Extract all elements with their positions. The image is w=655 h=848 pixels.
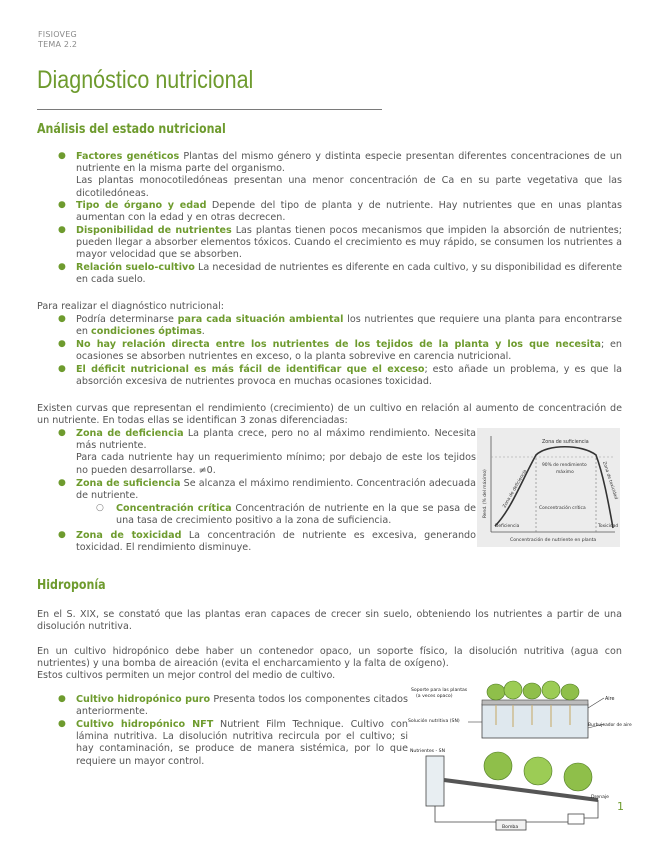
label-burbujeador: Burbujeador de aire bbox=[588, 723, 632, 728]
list-item bbox=[58, 225, 622, 262]
item-text: Podría determinarse bbox=[76, 314, 178, 325]
list-item bbox=[58, 151, 622, 200]
paragraph-hidro-1: En el S. XIX, se constató que las plantas eran capaces de crecer sin suelo, obteniendo los nutrientes a partir de una disolución nutritiva. bbox=[37, 609, 622, 633]
item-text: Nutrient Film Technique. Cultivo con lámina nutritiva. La disolución nutritiva recircula por el cultivo; si hay contaminación, se produce de manera sistémica, por lo que requiere un mayor control. bbox=[76, 719, 408, 767]
list-item bbox=[58, 339, 622, 363]
label-solucion: Solución nutritiva (SN) bbox=[408, 719, 460, 724]
label-max-rend-2: máximo bbox=[556, 470, 574, 475]
item-term: Tipo de órgano y edad bbox=[76, 200, 207, 211]
item-term: condiciones óptimas bbox=[91, 326, 202, 338]
item-text: los nutrientes que requiere una planta para encontrarse en bbox=[76, 314, 622, 338]
bullet-icon: ● bbox=[58, 364, 66, 374]
label-bomba: Bomba bbox=[502, 825, 519, 830]
label-deficiencia: Deficiencia bbox=[495, 524, 520, 529]
title-underline bbox=[37, 109, 382, 110]
item-text: Plantas del mismo género y distinta especie presentan diferentes concentraciones de un nutriente en la misma parte del organismo. bbox=[76, 151, 622, 175]
bullet-icon: ● bbox=[58, 719, 66, 729]
item-text: La concentración de nutriente es excesiva, generando toxicidad. El rendimiento disminuye. bbox=[76, 530, 476, 554]
list-item bbox=[58, 200, 622, 224]
label-x-axis: Concentración de nutriente en planta bbox=[510, 538, 597, 543]
bullet-icon: ● bbox=[58, 530, 66, 540]
list-item bbox=[58, 530, 476, 554]
list-item bbox=[58, 694, 408, 718]
item-term: para cada situación ambiental bbox=[177, 314, 344, 325]
drain-tank bbox=[568, 814, 584, 824]
item-term: Relación suelo-cultivo bbox=[76, 262, 195, 273]
label-soporte-2: (a veces opaco) bbox=[416, 694, 453, 699]
hydroponics-figure bbox=[408, 680, 632, 838]
label-aire: Aire bbox=[605, 697, 615, 702]
item-term: Cultivo hidropónico puro bbox=[76, 694, 211, 705]
item-term: No hay relación directa entre los nutrientes de los tejidos de la planta y los que necesita bbox=[76, 339, 601, 350]
label-zona-suficiencia: Zona de suficiencia bbox=[542, 440, 589, 445]
label-zona-toxicidad: Zona de toxicidad bbox=[601, 461, 619, 501]
list-item bbox=[58, 478, 476, 502]
return-pipe bbox=[435, 806, 568, 822]
item-term: Zona de deficiencia bbox=[76, 428, 184, 439]
item-term: Cultivo hidropónico NFT bbox=[76, 719, 214, 730]
page-title: Diagnóstico nutricional bbox=[37, 66, 254, 94]
list-item bbox=[58, 364, 622, 388]
label-nutrientes: Nutrientes - SN bbox=[410, 749, 446, 754]
paragraph-intro: Para realizar el diagnóstico nutricional: bbox=[37, 301, 224, 312]
item-text: ; esto añade un problema, y es que la absorción excesiva de nutrientes provoca en muchas ocasiones toxicidad. bbox=[76, 364, 622, 388]
topic-code: TEMA 2.2 bbox=[38, 40, 78, 49]
section-heading-hidroponia: Hidroponía bbox=[37, 578, 106, 593]
paragraph-hidro-2: En un cultivo hidropónico debe haber un contenedor opaco, un soporte físico, la disolución nutritiva (agua con nutrientes) y una bomba de aireación (evita el encharcamiento y la falta de oxígeno). bbox=[37, 646, 622, 670]
label-drenaje: Drenaje bbox=[591, 795, 609, 800]
bullet-icon: ● bbox=[58, 262, 66, 272]
label-conc-critica: Concentración crítica bbox=[539, 506, 586, 511]
item-text: . bbox=[201, 326, 205, 338]
figure-background bbox=[477, 428, 620, 547]
item-term: Disponibilidad de nutrientes bbox=[76, 225, 232, 236]
label-y-axis: Rend. (% del máximo) bbox=[483, 469, 488, 518]
item-term: Zona de suficiencia bbox=[76, 478, 181, 489]
bullet-icon: ● bbox=[58, 339, 66, 349]
label-soporte-1: Soporte para las plantas bbox=[411, 688, 468, 693]
item-text: ; en ocasiones se absorben nutrientes en exceso, o la planta sobrevive en carencia nutricional. bbox=[76, 339, 622, 363]
list-item bbox=[58, 428, 476, 477]
paragraph-curves: Existen curvas que representan el rendimiento (crecimiento) de un cultivo en relación al aumento de concentración de un nutriente. En todas ellas se identifican 3 zonas diferenciadas: bbox=[37, 403, 622, 427]
label-zona-deficiencia: Zona de deficiencia bbox=[502, 469, 529, 509]
item-text: La necesidad de nutrientes es diferente en cada cultivo, y su disponibilidad es diferente en cada suelo. bbox=[76, 262, 622, 286]
list-item bbox=[58, 314, 622, 338]
section-heading-analisis: Análisis del estado nutricional bbox=[37, 122, 226, 137]
upper-tank bbox=[482, 704, 588, 738]
bullet-icon: ● bbox=[58, 225, 66, 235]
course-code: FISIOVEG bbox=[38, 30, 77, 39]
plant-support bbox=[482, 700, 588, 705]
item-text: Concentración de nutriente en la que se pasa de una tasa de crecimiento positivo a la zona de suficiencia. bbox=[116, 503, 476, 527]
item-text: Se alcanza el máximo rendimiento. Concentración adecuada de nutriente. bbox=[76, 478, 476, 502]
bullet-icon: ● bbox=[58, 200, 66, 210]
sub-list-item bbox=[96, 503, 476, 527]
bullet-icon: ● bbox=[58, 151, 66, 161]
paragraph-hidro-3: Estos cultivos permiten un mejor control del medio de cultivo. bbox=[37, 670, 336, 681]
label-max-rend-1: 90% de rendimiento bbox=[542, 463, 587, 468]
item-text: Las plantas tienen pocos mecanismos que impiden la absorción de nutrientes; pueden llegar a absorber elementos tóxicos. Cuando el crecimiento es muy rápido, se consumen los nutrientes a mayor velocidad que se absorben. bbox=[76, 225, 622, 261]
yield-curve-figure bbox=[477, 428, 620, 547]
item-term: Concentración crítica bbox=[116, 503, 232, 514]
label-toxicidad: Toxicidad bbox=[598, 524, 619, 529]
list-item bbox=[58, 719, 408, 768]
item-text: Presenta todos los componentes citados anteriormente. bbox=[76, 694, 408, 718]
plant-icon bbox=[484, 752, 592, 791]
nutrient-reservoir bbox=[426, 756, 444, 806]
item-extra: Para cada nutriente hay un requerimiento mínimo; por debajo de este los tejidos no pueden desarrollarse. ≠0. bbox=[76, 452, 476, 476]
air-pointer bbox=[588, 698, 604, 708]
page-number: 1 bbox=[617, 800, 624, 813]
list-item bbox=[58, 262, 622, 286]
bullet-icon: ● bbox=[58, 694, 66, 704]
item-term: El déficit nutricional es más fácil de identificar que el exceso bbox=[76, 364, 425, 375]
item-extra: Las plantas monocotiledóneas presentan una menor concentración de Ca en su parte vegetativa que las dicotiledóneas. bbox=[76, 175, 622, 199]
course-header bbox=[38, 30, 77, 50]
item-text: Depende del tipo de planta y de nutriente. Hay nutrientes que en unas plantas aumentan con la edad y en otras decrecen. bbox=[76, 200, 622, 224]
item-text: La planta crece, pero no al máximo rendimiento. Necesita más nutriente. bbox=[76, 428, 477, 452]
bullet-icon: ● bbox=[58, 478, 66, 488]
item-term: Factores genéticos bbox=[76, 151, 180, 162]
bullet-icon: ● bbox=[58, 428, 66, 438]
ring-bullet-icon: ○ bbox=[96, 503, 104, 513]
item-term: Zona de toxicidad bbox=[76, 530, 182, 541]
bullet-icon: ● bbox=[58, 314, 66, 324]
